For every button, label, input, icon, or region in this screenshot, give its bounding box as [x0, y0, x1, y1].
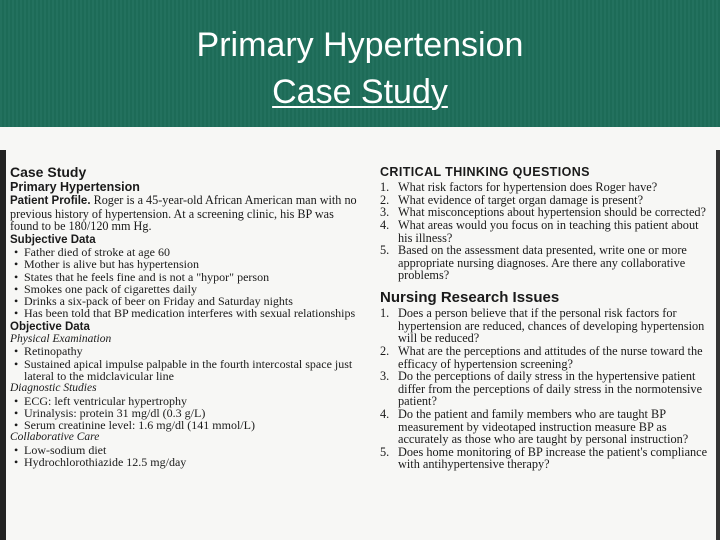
list-item — [380, 408, 712, 446]
list-item: • Sustained apical impulse palpable in the fourth intercostal space just lateral to the midclavicular line — [10, 358, 365, 383]
list-item — [380, 181, 712, 194]
diagnostic-label: Diagnostic Studies — [10, 382, 97, 395]
objective-label: Objective Data — [10, 320, 90, 333]
patient-profile-text: Roger is a 45-year-old African American man with no previous history of hypertension. At a screening clinic, his BP was found to be 180/120 mm Hg. — [10, 193, 357, 233]
collab-list — [10, 444, 365, 469]
list-item: • Retinopathy — [10, 345, 365, 357]
list-item: • ECG: left ventricular hypertrophy — [10, 395, 365, 407]
question-text: What risk factors for hypertension does Roger have? — [398, 180, 658, 195]
list-item — [380, 345, 712, 370]
question-number: 2. — [380, 192, 390, 207]
case-study-subheading: Primary Hypertension — [10, 180, 140, 194]
list-item: • Serum creatinine level: 1.6 mg/dl (141 mmol/L) — [10, 419, 365, 431]
question-number: 4. — [380, 406, 390, 421]
question-text: What misconceptions about hypertension should be corrected? — [398, 205, 707, 220]
list-item: • States that he feels fine and is not a "hypor" person — [10, 271, 365, 283]
questions-column — [380, 166, 712, 471]
question-text: Based on the assessment data presented, write one or more appropriate nursing diagnoses. Are there any collaborative problems? — [398, 243, 687, 283]
list-item: • Drinks a six-pack of beer on Friday and Saturday nights — [10, 295, 365, 307]
slide-subtitle-text: Case Study — [272, 73, 448, 111]
list-item: • Smokes one pack of cigarettes daily — [10, 283, 365, 295]
collab-care-label: Collaborative Care — [10, 431, 100, 444]
scan-right-edge — [716, 150, 720, 540]
case-study-heading: Case Study — [10, 164, 87, 180]
scan-left-edge — [0, 150, 6, 540]
list-item: • Father died of stroke at age 60 — [10, 246, 365, 258]
patient-profile — [10, 194, 365, 233]
research-heading: Nursing Research Issues — [380, 288, 560, 306]
slide-subtitle — [0, 72, 720, 112]
question-number: 4. — [380, 217, 390, 232]
question-number: 5. — [380, 243, 390, 258]
list-item — [380, 244, 712, 282]
case-study-column — [10, 165, 365, 468]
question-text: What areas would you focus on in teaching this patient about his illness? — [398, 217, 699, 245]
list-item — [380, 219, 712, 244]
physical-exam-label: Physical Examination — [10, 333, 112, 346]
question-text: Does home monitoring of BP increase the patient's compliance with antihypertensive therapy? — [398, 444, 708, 472]
list-item: • Mother is alive but has hypertension — [10, 258, 365, 270]
critical-thinking-heading: CRITICAL THINKING QUESTIONS — [380, 165, 590, 179]
question-number: 1. — [380, 180, 390, 195]
list-item: • Hydrochlorothiazide 12.5 mg/day — [10, 456, 365, 468]
question-number: 3. — [380, 369, 390, 384]
question-number: 2. — [380, 343, 390, 358]
patient-profile-label: Patient Profile. — [10, 195, 91, 207]
list-item: • Has been told that BP medication interferes with sexual relationships — [10, 307, 365, 319]
slide-title: Primary Hypertension — [196, 26, 524, 64]
subjective-label: Subjective Data — [10, 233, 96, 246]
question-number: 5. — [380, 444, 390, 459]
physical-list — [10, 345, 365, 382]
list-item — [380, 446, 712, 471]
question-text: Does a person believe that if the personal risk factors for hypertension are reduced, chances of developing hypertension will be reduced? — [398, 306, 705, 346]
diagnostic-list — [10, 395, 365, 432]
title-banner — [0, 0, 720, 127]
list-item: • Urinalysis: protein 31 mg/dl (0.3 g/L) — [10, 407, 365, 419]
list-item — [380, 370, 712, 408]
question-number: 3. — [380, 205, 390, 220]
list-item — [380, 307, 712, 345]
list-item: • Low-sodium diet — [10, 444, 365, 456]
question-text: What evidence of target organ damage is present? — [398, 192, 644, 207]
question-text: Do the perceptions of daily stress in the hypertensive patient differ from the perceptions of daily stress in the normotensive patient? — [398, 369, 703, 409]
question-number: 1. — [380, 306, 390, 321]
question-text: Do the patient and family members who are taught BP measurement by videotaped instruction measure BP as accurately as those who are taught by personal instruction? — [398, 406, 689, 447]
question-text: What are the perceptions and attitudes of the nurse toward the efficacy of hypertension screening? — [398, 343, 703, 371]
subjective-list — [10, 246, 365, 320]
